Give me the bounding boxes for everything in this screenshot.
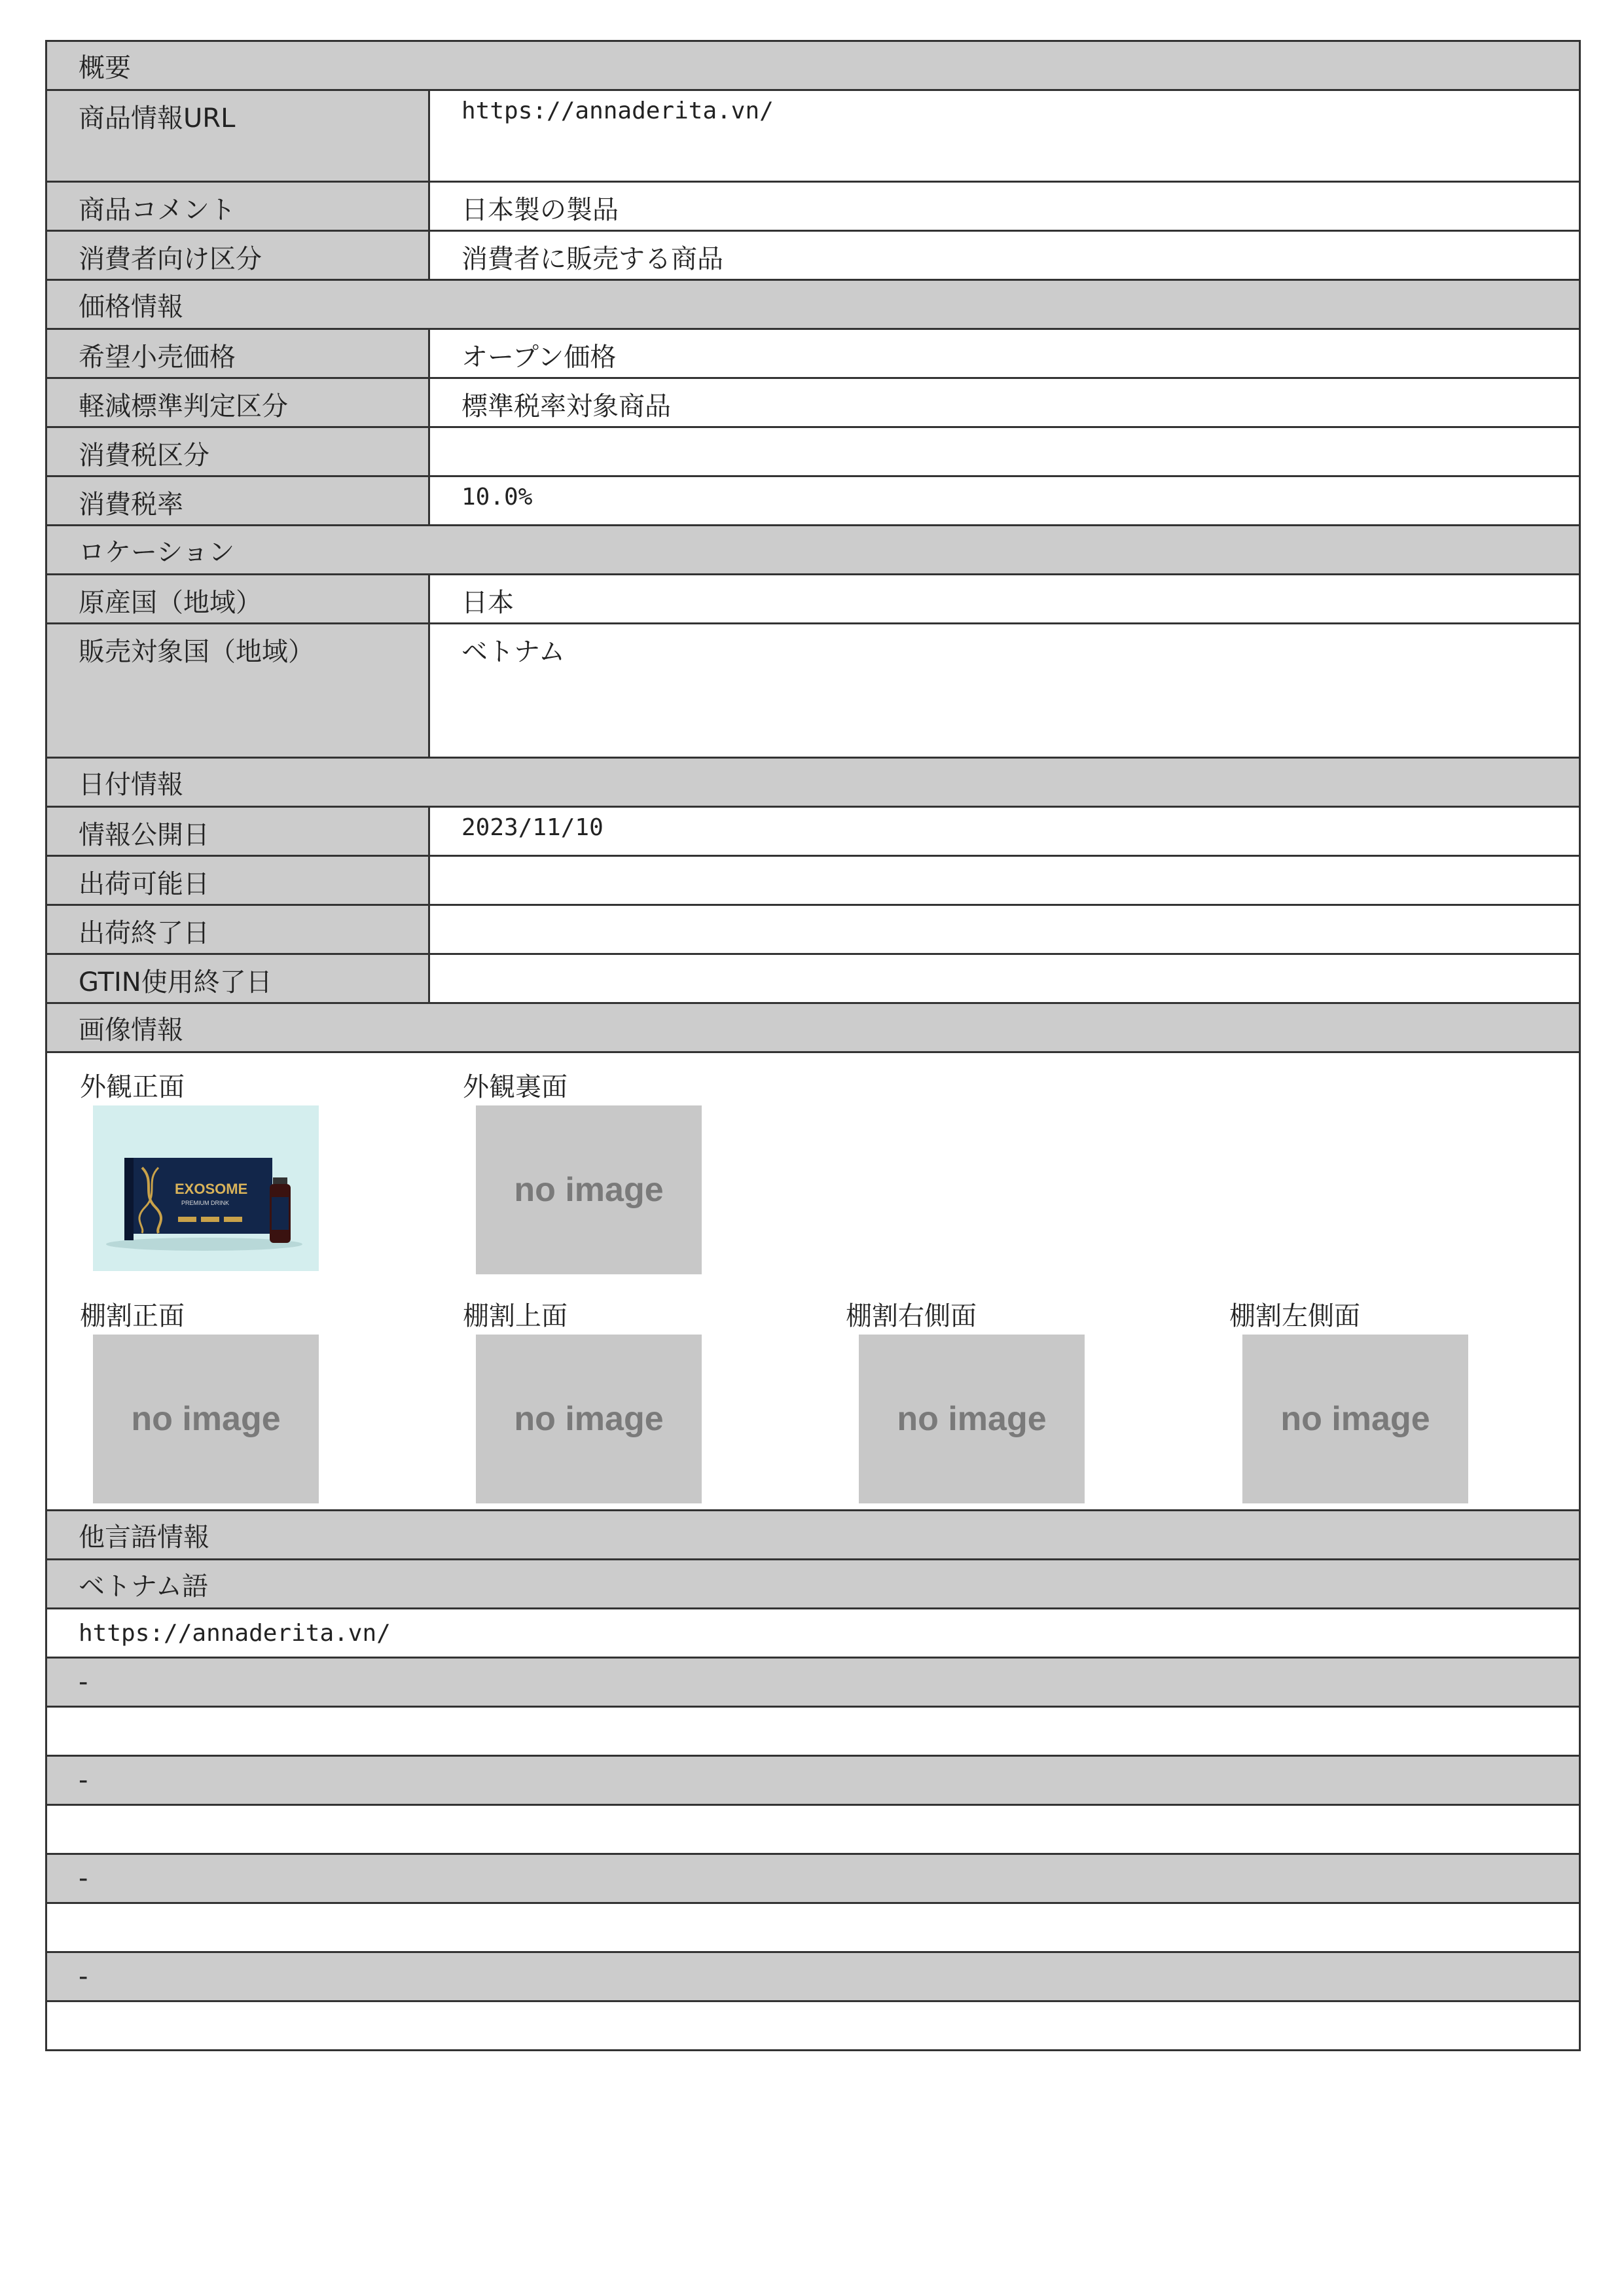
field-value [430, 955, 1579, 1002]
no-image-placeholder: no image [93, 1335, 319, 1503]
row-gtin-end-date [47, 955, 1579, 1004]
language-empty-2 [47, 1757, 1579, 1806]
image-shelf-right [846, 1295, 977, 1333]
language-name: - [79, 1667, 88, 1697]
section-title: 日付情報 [79, 769, 183, 800]
field-value: オープン価格 [430, 330, 1579, 377]
language-name: ベトナム語 [79, 1571, 208, 1602]
language-empty-value [47, 2002, 1579, 2051]
field-value: ベトナム [430, 624, 1579, 757]
field-value [430, 428, 1579, 475]
image-caption: 棚割左側面 [1229, 1301, 1360, 1331]
product-info-sheet [45, 40, 1581, 2051]
row-ship-date [47, 857, 1579, 906]
image-back [463, 1066, 568, 1103]
row-tax-class [47, 428, 1579, 477]
row-tax-rate [47, 477, 1579, 526]
field-label: GTIN使用終了日 [47, 955, 430, 1002]
row-origin [47, 575, 1579, 624]
product-sub-text: PREMIUM DRINK [181, 1200, 230, 1206]
image-gallery [47, 1053, 1579, 1511]
language-empty-3 [47, 1855, 1579, 1904]
field-value: 2023/11/10 [430, 808, 1579, 855]
section-title: 他言語情報 [79, 1522, 209, 1552]
product-photo[interactable] [93, 1105, 319, 1271]
row-ship-end-date [47, 906, 1579, 955]
image-caption: 棚割上面 [463, 1301, 568, 1331]
section-price [47, 281, 1579, 330]
field-label: 出荷終了日 [47, 906, 430, 953]
row-vn-url [47, 1609, 1579, 1659]
product-illustration [93, 1105, 319, 1271]
language-name: - [79, 1863, 88, 1893]
section-title: 概要 [79, 52, 131, 83]
image-front [80, 1066, 185, 1103]
image-shelf-left [1229, 1295, 1360, 1333]
no-image-placeholder: no image [1242, 1335, 1468, 1503]
field-value: 標準税率対象商品 [430, 379, 1579, 426]
section-title: ロケーション [79, 537, 235, 567]
image-caption: 外観裏面 [463, 1072, 568, 1102]
section-location [47, 526, 1579, 575]
section-overview [47, 42, 1579, 91]
image-shelf-front [80, 1295, 185, 1333]
field-label: 消費税率 [47, 477, 430, 524]
field-label: 販売対象国（地域） [47, 624, 430, 757]
row-retail-price [47, 330, 1579, 379]
field-label: 軽減標準判定区分 [47, 379, 430, 426]
row-publish-date [47, 808, 1579, 857]
section-dates [47, 759, 1579, 808]
image-caption: 棚割右側面 [846, 1301, 977, 1331]
section-languages [47, 1511, 1579, 1560]
vn-url-link[interactable]: https://annaderita.vn/ [79, 1619, 391, 1647]
row-consumer-class [47, 232, 1579, 281]
image-caption: 外観正面 [80, 1072, 185, 1102]
field-label: 原産国（地域） [47, 575, 430, 622]
image-caption: 棚割正面 [80, 1301, 185, 1331]
no-image-placeholder: no image [476, 1105, 702, 1274]
field-value: 日本製の製品 [430, 183, 1579, 230]
row-product-comment [47, 183, 1579, 232]
language-empty-value [47, 1806, 1579, 1855]
field-value: 日本 [430, 575, 1579, 622]
no-image-placeholder: no image [476, 1335, 702, 1503]
field-value: 消費者に販売する商品 [430, 232, 1579, 279]
language-name: - [79, 1765, 88, 1795]
field-label: 出荷可能日 [47, 857, 430, 904]
field-label: 情報公開日 [47, 808, 430, 855]
image-shelf-top [463, 1295, 568, 1333]
field-label: 消費税区分 [47, 428, 430, 475]
row-target-country [47, 624, 1579, 759]
language-empty-value [47, 1708, 1579, 1757]
field-value [430, 857, 1579, 904]
field-label: 商品コメント [47, 183, 430, 230]
section-title: 価格情報 [79, 291, 183, 322]
field-label: 商品情報URL [47, 91, 430, 181]
language-vietnamese [47, 1560, 1579, 1609]
language-name: - [79, 1962, 88, 1992]
row-reduced-tax [47, 379, 1579, 428]
language-empty-value [47, 1904, 1579, 1953]
product-url-link[interactable]: https://annaderita.vn/ [430, 91, 1579, 181]
section-title: 画像情報 [79, 1014, 183, 1045]
field-value [430, 906, 1579, 953]
field-label: 希望小売価格 [47, 330, 430, 377]
field-label: 消費者向け区分 [47, 232, 430, 279]
language-empty-1 [47, 1659, 1579, 1708]
product-brand-text: EXOSOME [175, 1181, 248, 1197]
language-empty-4 [47, 1953, 1579, 2002]
field-value: 10.0% [430, 477, 1579, 524]
row-product-url [47, 91, 1579, 183]
section-images [47, 1004, 1579, 1053]
no-image-placeholder: no image [859, 1335, 1085, 1503]
